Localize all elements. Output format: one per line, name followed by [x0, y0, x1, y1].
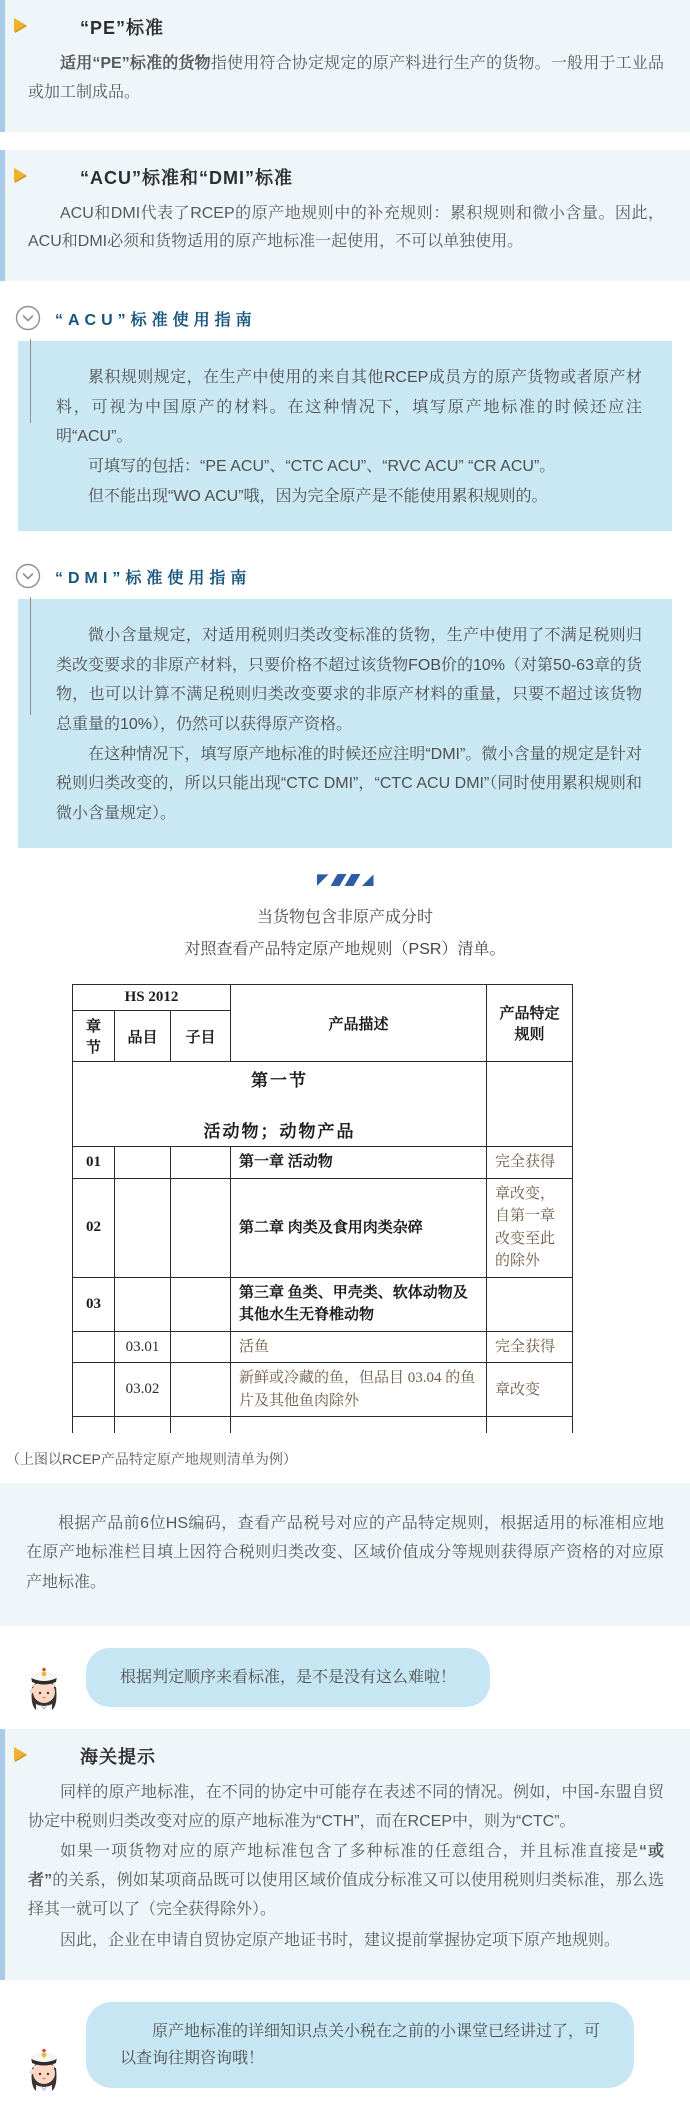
cell-heading: 03.01 [115, 1331, 171, 1363]
cell-heading: 03.02 [115, 1363, 171, 1417]
acu-guide-title: “ACU”标准使用指南 [55, 311, 257, 329]
cell-psr [487, 1277, 573, 1331]
psr-rules-table [72, 984, 573, 1433]
cell-description: 第三章 鱼类、甲壳类、软体动物及其他水生无脊椎动物 [231, 1277, 487, 1331]
cell-chapter: 01 [73, 1147, 115, 1179]
acu-guide [0, 299, 690, 531]
guide-connector-line [30, 339, 31, 423]
table-row [73, 1178, 573, 1277]
cell-heading [115, 1147, 171, 1179]
acu-guide-paragraph: 但不能出现“WO ACU”哦，因为完全原产是不能使用累积规则的。 [88, 487, 548, 505]
psr-intro-line1: 当货物包含非原产成分时 [256, 909, 433, 927]
triangle-right-icon [14, 1747, 26, 1761]
section-pe-title: “PE”标准 [80, 18, 165, 38]
table-row [73, 1331, 573, 1363]
section-banner-line2: 活动物；动物产品 [203, 1122, 356, 1142]
table-row [73, 1147, 573, 1179]
hs-note-paragraph: 根据产品前6位HS编码，查看产品税号对应的产品特定规则，根据适用的标准相应地在原产地标准栏目填上因符合税则归类改变、区域价值成分等规则获得原产资格的对应原产地标准。 [26, 1514, 664, 1591]
chat-bubble [86, 1648, 490, 1707]
dmi-guide-paragraph: 微小含量规定，对适用税则归类改变标准的货物，生产中使用了不满足税则归类改变要求的非原产材料，只要价格不超过该货物FOB价的10%（对第50-63章的货物，也可以计算不满足税则归类改变要求的非原产材料的重量，只要不超过该货物总重量的10%），仍然可以获得原产资格。 [56, 627, 642, 733]
section-customs-tip [0, 1729, 690, 1980]
cell-heading [115, 1178, 171, 1277]
customs-tip-paragraph: 如果一项货物对应的原产地标准包含了多种标准的任意组合，并且标准直接是“或者”的关系，例如某项商品既可以使用区域价值成分标准又可以使用税则归类标准，那么选择其一就可以了（完全获得除外）。 [28, 1843, 664, 1918]
cell-chapter: 02 [73, 1178, 115, 1277]
cell-subheading [171, 1331, 231, 1363]
cell-psr: 章改变，自第一章改变至此的除外 [487, 1178, 573, 1277]
cell-description: 第一章 活动物 [231, 1147, 487, 1179]
cell-psr: 完全获得 [487, 1331, 573, 1363]
triangle-right-icon [14, 168, 26, 182]
cell-description: 新鲜或冷藏的鱼，但品目 03.04 的鱼片及其他鱼肉除外 [231, 1363, 487, 1417]
cell-psr: 章改变 [487, 1363, 573, 1417]
chat-bubble [86, 2002, 634, 2088]
section-acu-dmi [0, 150, 690, 282]
customs-tip-paragraph: 因此，企业在申请自贸协定原产地证书时，建议提前掌握协定项下原产地规则。 [60, 1931, 621, 1949]
header-chapter: 章节 [73, 1011, 115, 1062]
customs-officer-avatar [22, 2046, 66, 2094]
acu-guide-box [18, 341, 672, 531]
cell-subheading [171, 1277, 231, 1331]
section-pe-paragraph: 适用“PE”标准的货物指使用符合协定规定的原产料进行生产的货物。一般用于工业品或加工制成品。 [28, 55, 664, 101]
hs-note-box [0, 1483, 690, 1626]
header-product-description: 产品描述 [231, 985, 487, 1062]
dmi-guide-header [0, 557, 690, 599]
chevron-down-circle-icon [15, 563, 41, 589]
chevron-down-circle-icon [15, 305, 41, 331]
cell-chapter [73, 1331, 115, 1363]
table-section-row [73, 1062, 573, 1147]
section-banner [73, 1062, 487, 1147]
acu-guide-paragraph: 累积规则规定，在生产中使用的来自其他RCEP成员方的原产货物或者原产材料，可视为中国原产的材料。在这种情况下，填写原产地标准的时候还应注明“ACU”。 [56, 369, 642, 446]
customs-tip-title: 海关提示 [80, 1746, 156, 1767]
cell-subheading [171, 1147, 231, 1179]
dmi-guide [0, 557, 690, 848]
header-hs2012: HS 2012 [73, 985, 231, 1011]
dmi-guide-title: “DMI”标准使用指南 [55, 569, 252, 587]
cell-subheading [171, 1363, 231, 1417]
guide-connector-line [30, 597, 31, 715]
acu-guide-paragraph: 可填写的包括：“PE ACU”、“CTC ACU”、“RVC ACU” “CR ACU”。 [88, 457, 556, 475]
header-subheading: 子目 [171, 1011, 231, 1062]
table-header-row [73, 985, 573, 1011]
chat-message-1 [22, 1648, 690, 1707]
cell-heading [115, 1277, 171, 1331]
dmi-guide-paragraph: 在这种情况下，填写原产地标准的时候还应注明“DMI”。微小含量的规定是针对税则归类改变的，所以只能出现“CTC DMI”，“CTC ACU DMI”（同时使用累积规则和微小含量规定）。 [56, 745, 642, 822]
table-caption: （上图以RCEP产品特定原产地规则清单为例） [6, 1450, 297, 1467]
triangle-right-icon [14, 18, 26, 32]
diagonal-slashes-icon [0, 874, 690, 886]
chat-bubble-text: 原产地标准的详细知识点关小税在之前的小课堂已经讲过了，可以查询往期咨询哦！ [120, 2022, 601, 2067]
cell-description: 第二章 肉类及食用肉类杂碎 [231, 1178, 487, 1277]
section-acu-dmi-paragraph: ACU和DMI代表了RCEP的原产地规则中的补充规则：累积规则和微小含量。因此，ACU和DMI必须和货物适用的原产地标准一起使用，不可以单独使用。 [28, 204, 664, 251]
section-pe [0, 0, 690, 132]
section-banner-psr-cell [487, 1062, 573, 1147]
cell-chapter: 03 [73, 1277, 115, 1331]
dmi-guide-box [18, 599, 672, 848]
cell-description: 活鱼 [231, 1331, 487, 1363]
chat-message-2 [22, 2002, 690, 2088]
cell-psr: 完全获得 [487, 1147, 573, 1179]
customs-tip-paragraph: 同样的原产地标准，在不同的协定中可能存在表述不同的情况。例如，中国-东盟自贸协定中税则归类改变对应的原产地标准为“CTH”，而在RCEP中，则为“CTC”。 [28, 1783, 664, 1830]
table-row [73, 1363, 573, 1417]
header-heading: 品目 [115, 1011, 171, 1062]
cell-subheading [171, 1178, 231, 1277]
customs-officer-avatar [22, 1665, 66, 1713]
header-product-specific-rule: 产品特定规则 [487, 985, 573, 1062]
acu-guide-header [0, 299, 690, 341]
section-banner-line1: 第一节 [251, 1071, 308, 1091]
psr-intro-line2: 对照查看产品特定原产地规则（PSR）清单。 [184, 941, 506, 959]
cell-chapter [73, 1363, 115, 1417]
table-row-cutoff [73, 1417, 573, 1433]
section-acu-dmi-title: “ACU”标准和“DMI”标准 [80, 167, 293, 188]
table-row [73, 1277, 573, 1331]
chat-bubble-text: 根据判定顺序来看标准，是不是没有这么难啦！ [120, 1668, 457, 1686]
